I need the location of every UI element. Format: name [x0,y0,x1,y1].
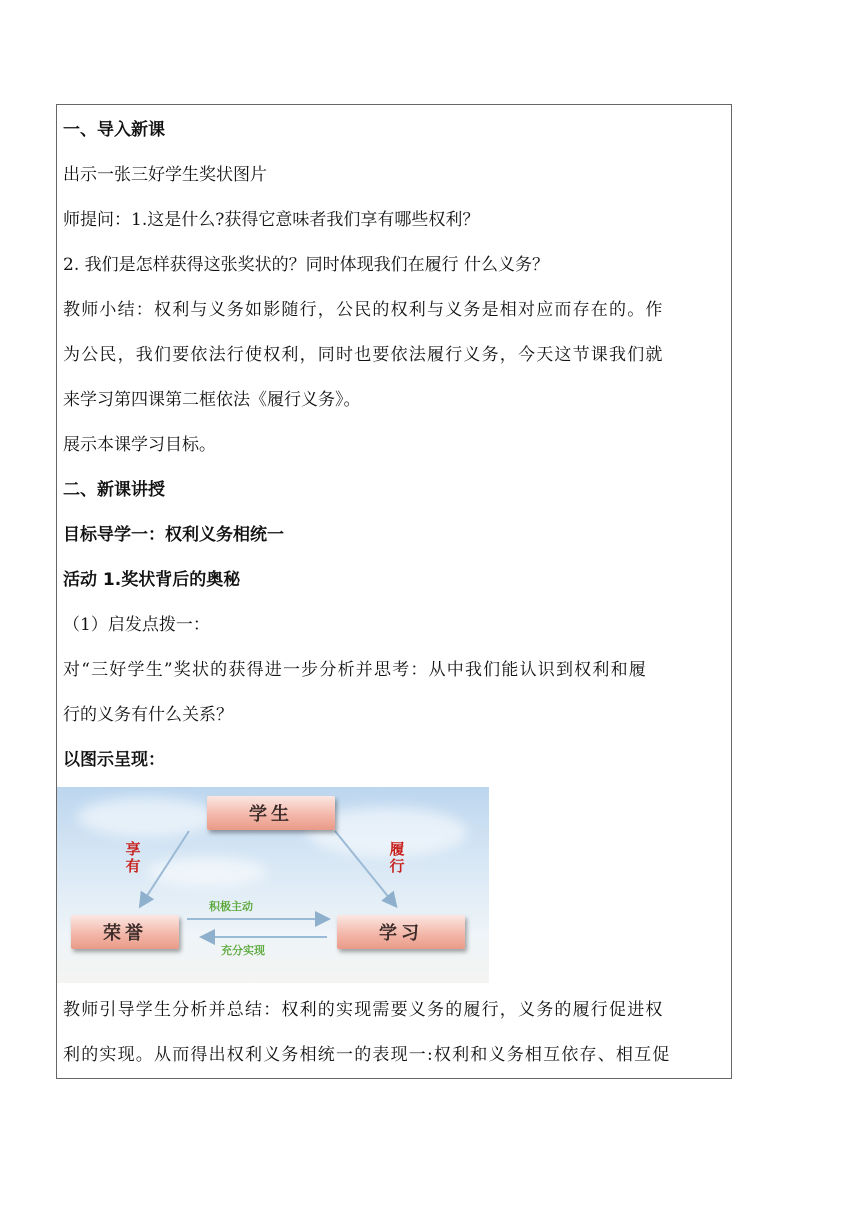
heading-intro: 一、导入新课 [63,120,165,140]
text-line: 教师小结：权利与义务如影随行，公民的权利与义务是相对应而存在的。作 [63,300,664,320]
arrow-student-study [335,831,395,905]
label-enjoy: 享 有 [125,840,141,875]
heading-activity-one: 活动 1.奖状背后的奥秘 [63,570,241,590]
rights-duties-diagram [57,787,489,983]
heading-new-lesson: 二、新课讲授 [63,480,165,500]
text-line: （1）启发点拨一： [63,615,210,635]
label-proactive: 积极主动 [209,900,253,913]
heading-diagram: 以图示呈现： [63,750,165,770]
node-honor: 荣誉 [71,915,179,949]
text-line: 教师引导学生分析并总结：权利的实现需要义务的履行，义务的履行促进权 [63,1000,664,1020]
text-line: 为公民，我们要依法行使权利，同时也要依法履行义务，今天这节课我们就 [63,345,664,365]
text-line: 2. 我们是怎样获得这张奖状的？同时体现我们在履行 什么义务？ [63,255,550,275]
label-perform: 履 行 [389,840,405,875]
text-line: 展示本课学习目标。 [63,435,216,455]
text-line: 行的义务有什么关系？ [63,705,233,725]
text-line: 对“三好学生”奖状的获得进一步分析并思考：从中我们能认识到权利和履 [63,660,647,680]
heading-goal-one: 目标导学一：权利义务相统一 [63,525,284,545]
node-study: 学习 [337,915,465,949]
node-student: 学生 [207,796,335,830]
content-table-cell [56,104,732,1079]
arrow-student-honor [141,831,189,905]
text-line: 利的实现。从而得出权利义务相统一的表现一:权利和义务相互依存、相互促 [63,1045,671,1065]
text-line: 出示一张三好学生奖状图片 [63,165,267,185]
text-line: 来学习第四课第二框依法《履行义务》。 [63,390,361,410]
label-realize: 充分实现 [221,944,265,957]
text-line: 师提问：1.这是什么?获得它意味者我们享有哪些权利？ [63,210,480,230]
